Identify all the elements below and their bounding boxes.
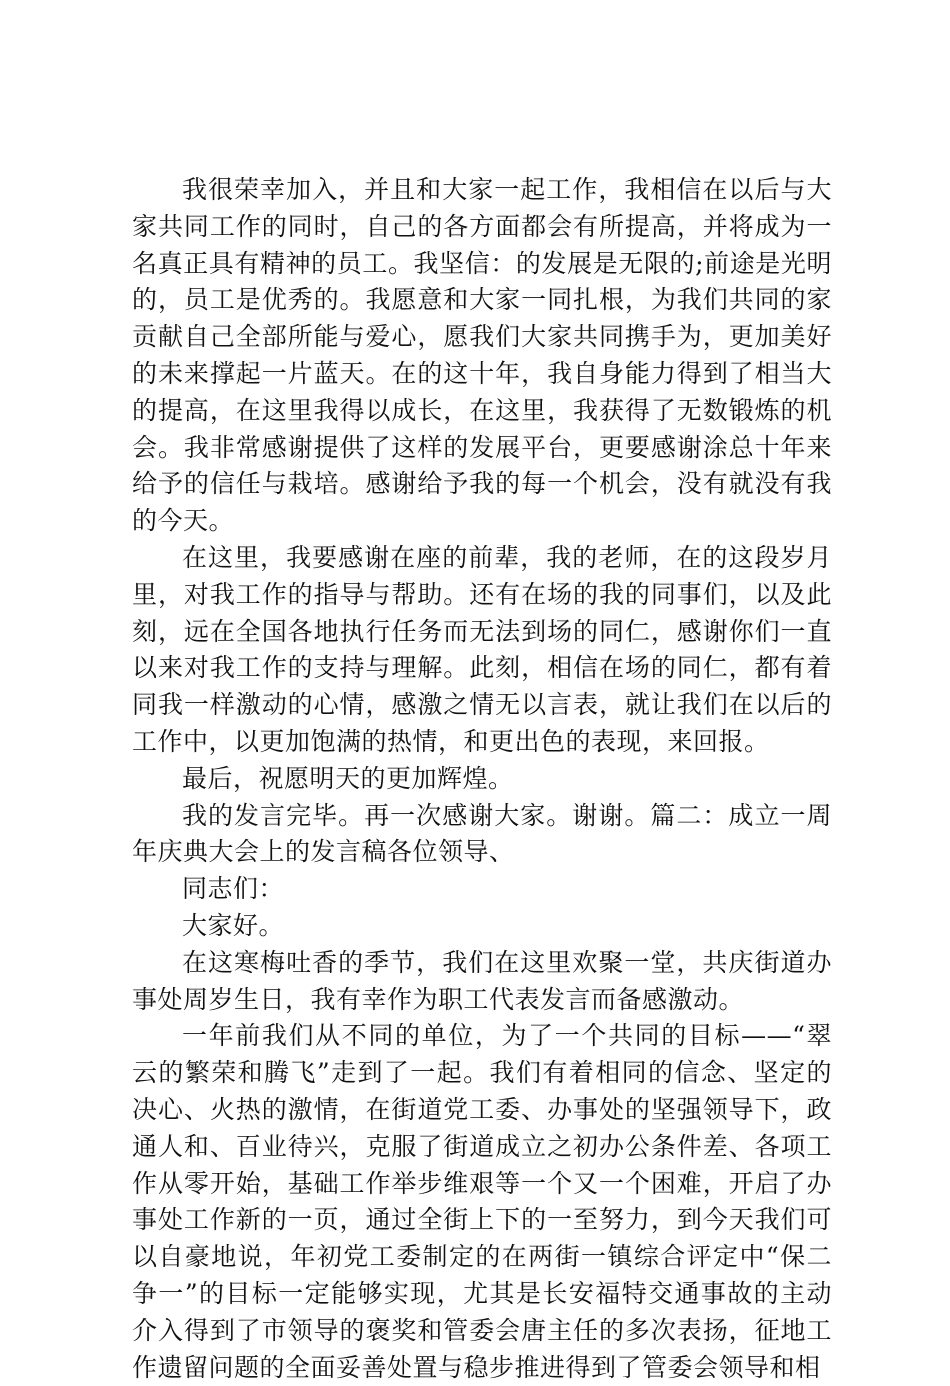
paragraph-2: 在这里，我要感谢在座的前辈，我的老师，在的这段岁月里，对我工作的指导与帮助。还有在场的我的同事们，以及此刻，远在全国各地执行任务而无法到场的同仁，感谢你们一直以来对我工作的支持与理解。此刻，相信在场的同仁，都有着同我一样激动的心情，感激之情无以言表，就让我们在以后的工作中，以更加饱满的热情，和更出色的表现，来回报。 bbox=[132, 542, 832, 756]
document-body bbox=[132, 172, 832, 1386]
paragraph-7: 在这寒梅吐香的季节，我们在这里欢聚一堂，共庆街道办事处周岁生日，我有幸作为职工代表发言而备感激动。 bbox=[132, 947, 832, 1014]
paragraph-3: 最后，祝愿明天的更加辉煌。 bbox=[182, 763, 514, 793]
paragraph-1: 我很荣幸加入，并且和大家一起工作，我相信在以后与大家共同工作的同时，自己的各方面都会有所提高，并将成为一名真正具有精神的员工。我坚信：的发展是无限的;前途是光明的，员工是优秀的。我愿意和大家一同扎根，为我们共同的家贡献自己全部所能与爱心，愿我们大家共同携手为，更加美好的未来撑起一片蓝天。在的这十年，我自身能力得到了相当大的提高，在这里我得以成长，在这里，我获得了无数锻炼的机会。我非常感谢提供了这样的发展平台，更要感谢涂总十年来给予的信任与栽培。感谢给予我的每一个机会，没有就没有我的今天。 bbox=[132, 175, 832, 536]
paragraph-8: 一年前我们从不同的单位，为了一个共同的目标——“翠云的繁荣和腾飞”走到了一起。我们有着相同的信念、坚定的决心、火热的激情，在街道党工委、办事处的坚强领导下，政通人和、百业待兴，克服了街道成立之初办公条件差、各项工作从零开始，基础工作举步维艰等一个又一个困难，开启了办事处工作新的一页，通过全街上下的一至努力，到今天我们可以自豪地说，年初党工委制定的在两街一镇综合评定中“保二争一”的目标一定能够实现，尤其是长安福特交通事故的主动介入得到了市领导的褒奖和管委会唐主任的多次表扬，征地工作遗留问题的全面妥善处置与稳步推进得到了管委会领导和相 bbox=[132, 1021, 832, 1382]
paragraph-6: 大家好。 bbox=[182, 910, 285, 940]
paragraph-5: 同志们： bbox=[182, 874, 285, 904]
paragraph-4: 我的发言完毕。再一次感谢大家。谢谢。篇二：成立一周年庆典大会上的发言稿各位领导、 bbox=[132, 800, 832, 867]
